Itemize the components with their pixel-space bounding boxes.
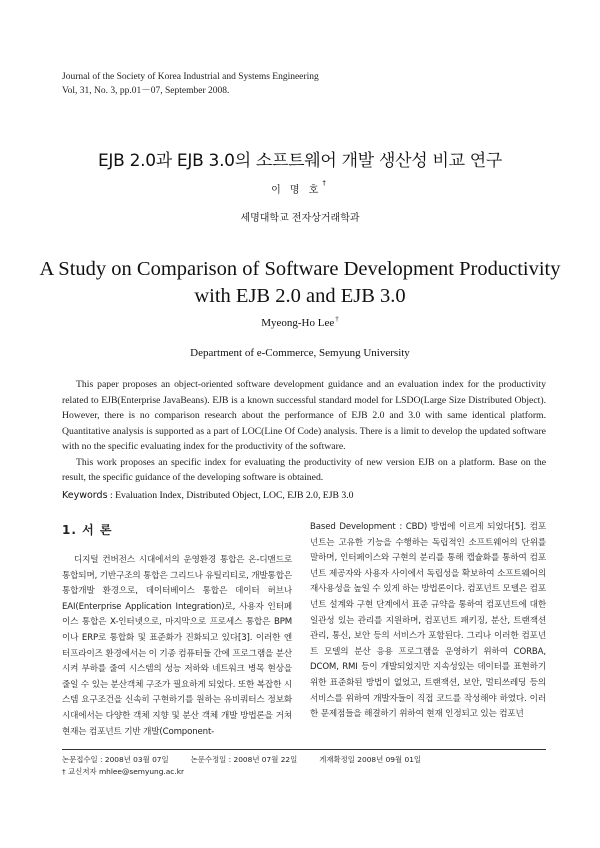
accepted-date: 게재확정일 2008년 09월 01일 — [319, 755, 422, 764]
korean-affiliation: 세명대학교 전자상거래학과 — [240, 213, 360, 224]
abstract — [62, 377, 546, 486]
keywords-label: Keywords — [62, 490, 108, 501]
english-author — [0, 317, 600, 329]
journal-volume: Vol, 31, No. 3, pp.01－07, September 2008. — [62, 86, 230, 96]
journal-header — [62, 70, 319, 98]
received-date: 논문접수일 : 2008년 03월 07일 — [62, 755, 169, 764]
footnote-divider — [62, 749, 546, 750]
footnote-dates — [62, 754, 443, 766]
english-title — [0, 256, 600, 310]
corresponding-author-email: † 교신저자 mhlee@semyung.ac.kr — [62, 767, 185, 776]
section-heading: 1. 서 론 — [62, 523, 113, 537]
body-paragraph-left: 디지털 컨버전스 시대에서의 운영환경 통합은 온-디맨드로 통합되며, 기반구조의 통합은 그리드나 유틸리티로, 개발통합은 통합개발 환경으로, 데이터베이스 통합은 데이터 허브나 EAI(Enterprise Application Integration)로, 사용자 인터페이스 통합은 X-인터넷으로, 마지막으로 프로세스 통합은 BPM이나 ERP로 통합화 및 표준화가 진화되고 있다[3]. 이러한 엔터프라이즈 환경에서는 이 기종 컴퓨터들 간에 프로그램을 분산시켜 부하를 줄여 시스템의 성능 저하와 네트워크 병목 현상을 줄일 수 있는 분산객체 구조가 필요하게 되었다. 또한 복잡한 시스템 요구조건을 신속히 구현하기를 원하는 유비쿼터스 정보화 시대에서는 다양한 객체 지향 및 분산 객체 개발 방법론을 거쳐 현재는 컴포넌트 기반 개발(Component- — [62, 555, 293, 737]
keywords — [62, 490, 546, 501]
korean-author-name: 이 명 호 — [271, 185, 322, 196]
english-author-name: Myeong-Ho Lee — [261, 317, 335, 329]
english-title-line1: A Study on Comparison of Software Development Productivity — [39, 258, 561, 280]
keywords-separator: : — [107, 490, 116, 501]
corresponding-mark: † — [322, 179, 329, 187]
korean-title: EJB 2.0과 EJB 3.0의 소프트웨어 개발 생산성 비교 연구 — [97, 151, 503, 171]
revised-date: 논문수정일 : 2008년 07월 22일 — [190, 755, 298, 764]
corresponding-mark-en: † — [335, 315, 339, 323]
abstract-paragraph-2: This work proposes an specific index for evaluating the productivity of new version EJB on a platform. Base on the result, the specific guidance of the developing software is obtained. — [62, 456, 546, 483]
english-affiliation: Department of e-Commerce, Semyung University — [190, 347, 410, 359]
english-title-line2: with EJB 2.0 and EJB 3.0 — [194, 285, 406, 307]
body-column-left — [62, 521, 292, 740]
korean-author — [0, 181, 600, 196]
abstract-paragraph-1: This paper proposes an object-oriented software development guidance and an evaluation index for the productivity related to EJB(Enterprise JavaBeans). EJB is a known successful standard model for LSDO(Large Size Distributed Object). However, there is no comparison research about the performance of EJB 2.0 and 3.0 with same identical platform. Quantitative analysis is supported as a part of LOC(Line Of Code) analysis. There is a limit to develop the updated software with no the specific evaluating index for the productivity of the software. — [62, 379, 546, 452]
body-paragraph-right: Based Development : CBD) 방법에 이르게 되었다[5]. 컴포넌트는 고유한 기능을 수행하는 독립적인 소프트웨어의 단위를 말하며, 인터페이스와 구현의 분리를 통해 캡슐화를 통하여 컴포넌트 제공자와 사용자 사이에서 독립성을 확보하여 소프트웨어의 재사용성을 높일 수 있게 하는 방법론이다. 컴포넌트 모델은 컴포넌트 설계와 구현 단계에서 표준 규약을 통하여 컴포넌트에 대한 일관성 있는 관리를 지원하며, 컴포넌트 패키징, 분산, 트랜잭션 관리, 통신, 보안 등의 서비스가 포함된다. 그리나 이러한 컴포넌트 모델의 분산 응용 프로그램을 운영하기 위하여 CORBA, DCOM, RMI 등이 개발되었지만 지속성있는 데이터를 표현하기 위한 표준화된 방법이 없었고, 트랜잭션, 보안, 멀티쓰레딩 등의 서비스를 위하여 개발자들이 직접 코드를 작성해야 하였다. 이러한 문제점들을 해결하기 위하여 현재 인정되고 있는 컴포넌 — [310, 522, 546, 720]
journal-name: Journal of the Society of Korea Industrial and Systems Engineering — [62, 72, 319, 82]
footnote — [62, 754, 443, 778]
body-column-right — [310, 520, 546, 723]
keywords-text: Evaluation Index, Distributed Object, LOC, EJB 2.0, EJB 3.0 — [115, 490, 354, 501]
